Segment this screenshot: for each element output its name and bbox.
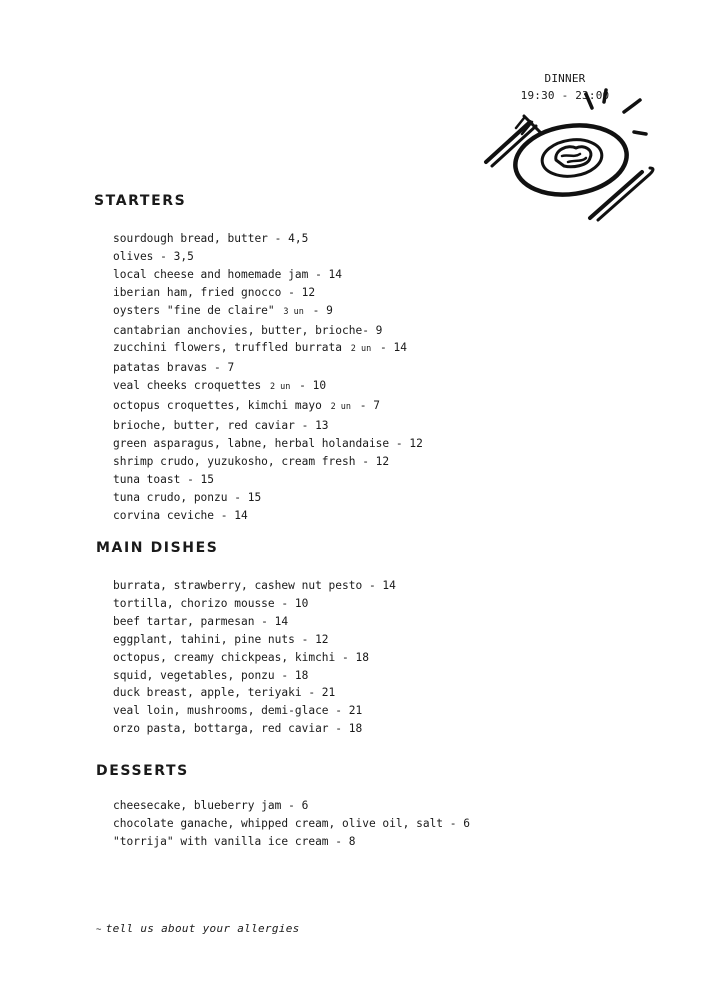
menu-item: orzo pasta, bottarga, red caviar - 18	[113, 722, 363, 736]
menu-item: green asparagus, labne, herbal holandaise - 12	[113, 436, 423, 450]
menu-item-price: - 14	[380, 341, 407, 355]
menu-item: eggplant, tahini, pine nuts - 12	[113, 632, 329, 646]
menu-item: brioche, butter, red caviar - 13	[113, 419, 329, 433]
menu-item: sourdough bread, butter - 4,5	[113, 232, 309, 245]
menu-item: tortilla, chorizo mousse - 10	[113, 596, 309, 610]
menu-item: patatas bravas - 7	[113, 361, 235, 375]
menu-item: local cheese and homemade jam - 14	[113, 267, 343, 281]
menu-item: cantabrian anchovies, butter, brioche- 9	[113, 323, 383, 337]
menu-item-unit: 2 un	[330, 402, 352, 413]
menu-item: octopus, creamy chickpeas, kimchi - 18	[113, 650, 369, 664]
menu-item-price: - 9	[312, 303, 333, 317]
menu-item: burrata, strawberry, cashew nut pesto - 14	[113, 579, 396, 592]
menu-item: chocolate ganache, whipped cream, olive oil, salt - 6	[113, 816, 470, 830]
service-hours: 19:30 - 23:00	[520, 89, 610, 102]
menu-item: shrimp crudo, yuzukosho, cream fresh - 12	[113, 454, 390, 468]
menu-item: iberian ham, fried gnocco - 12	[113, 285, 316, 299]
menu-item: squid, vegetables, ponzu - 18	[113, 668, 309, 682]
starters-list	[113, 230, 423, 525]
menu-item: tuna toast - 15	[113, 472, 215, 486]
menu-item-unit: 3 un	[283, 306, 304, 317]
menu-item: veal loin, mushrooms, demi-glace - 21	[113, 704, 363, 718]
menu-item	[113, 397, 423, 417]
menu-item	[113, 302, 423, 322]
allergy-note-text: tell us about your allergies	[105, 922, 300, 935]
menu-item-name: octopus croquettes, kimchi mayo	[113, 399, 322, 413]
menu-item-price: - 10	[299, 379, 327, 393]
menu-item: duck breast, apple, teriyaki - 21	[113, 686, 336, 700]
menu-item-unit: 2 un	[350, 344, 372, 355]
desserts-list	[113, 797, 470, 851]
menu-item: corvina ceviche - 14	[113, 508, 248, 522]
menu-item-price: - 7	[359, 399, 381, 413]
menu-item	[113, 377, 423, 397]
menu-item: tuna crudo, ponzu - 15	[113, 490, 262, 504]
menu-item	[113, 339, 423, 359]
menu-item-unit: 2 un	[269, 382, 291, 393]
menu-item-name: veal cheeks croquettes	[113, 379, 262, 393]
allergy-note	[96, 922, 300, 935]
menu-item: beef tartar, parmesan - 14	[113, 614, 289, 628]
menu-item-name: oysters "fine de claire"	[113, 303, 275, 317]
plate-with-cutlery-icon	[478, 88, 664, 228]
service-name: DINNER	[544, 72, 586, 85]
section-title-desserts: DESSERTS	[96, 763, 189, 779]
section-title-main-dishes: MAIN DISHES	[96, 540, 219, 556]
menu-item: "torrija" with vanilla ice cream - 8	[113, 834, 356, 848]
main-dishes-list	[113, 577, 396, 738]
menu-item: cheesecake, blueberry jam - 6	[113, 799, 309, 812]
section-title-starters: STARTERS	[94, 193, 187, 209]
footnote-mark: ~	[96, 925, 102, 935]
menu-item: olives - 3,5	[113, 249, 194, 263]
menu-item-name: zucchini flowers, truffled burrata	[113, 341, 343, 355]
